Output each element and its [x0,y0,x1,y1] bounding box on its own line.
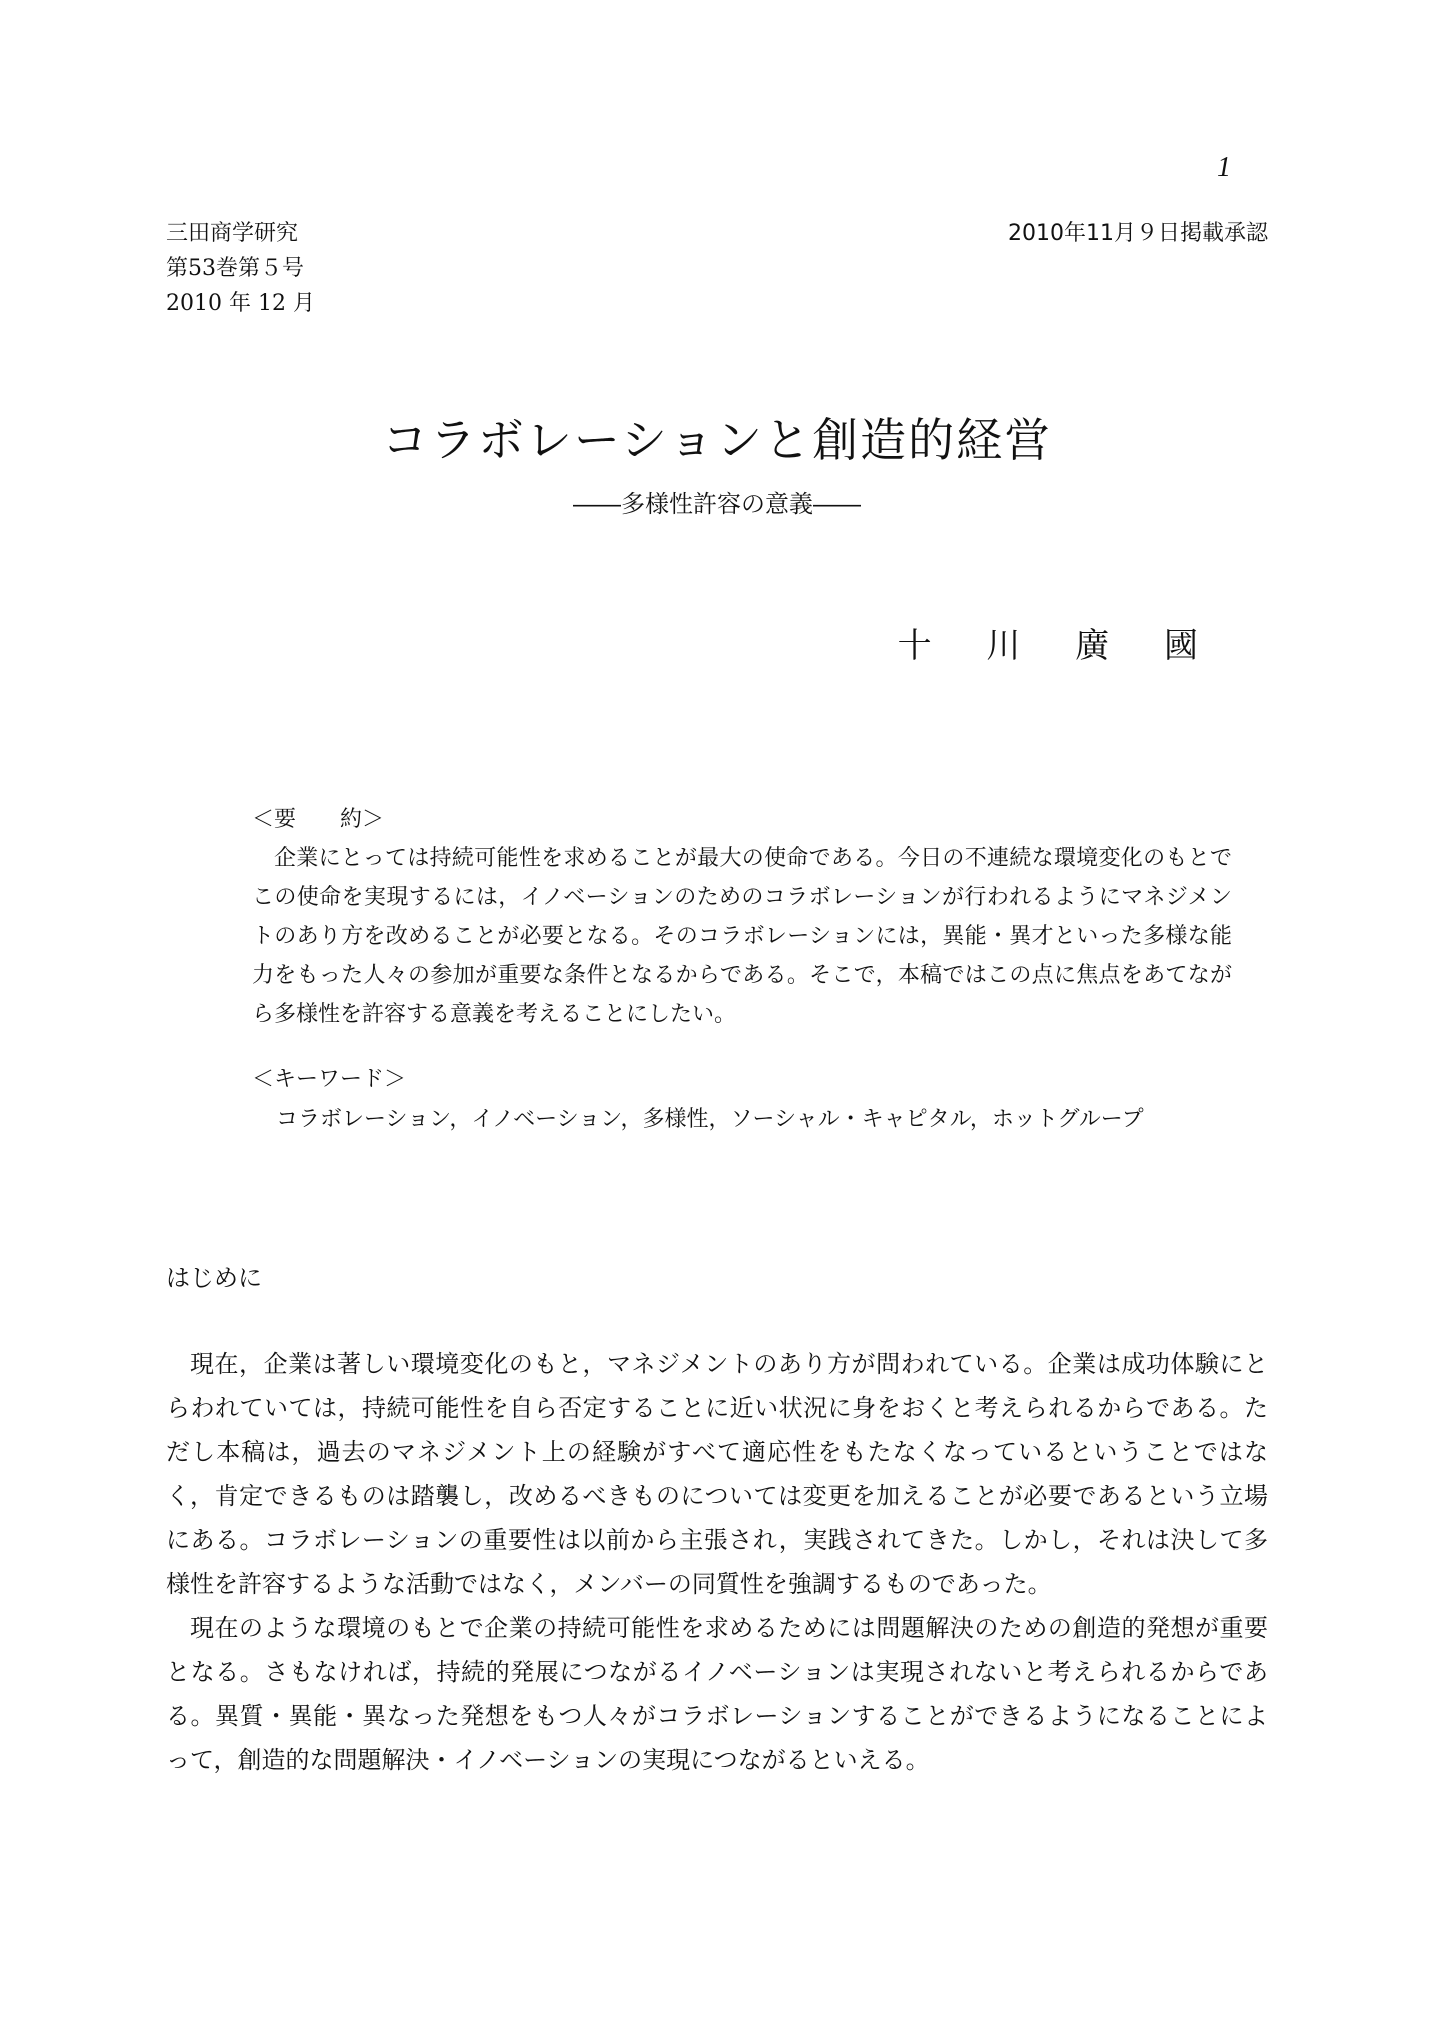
abstract-text: 企業にとっては持続可能性を求めることが最大の使命である。今日の不連続な環境変化のもとでこの使命を実現するには，イノベーションのためのコラボレーションが行われるようにマネジメントのあり方を改めることが必要となる。そのコラボレーションには，異能・異才といった多様な能力をもった人々の参加が重要な条件となるからである。そこで，本稿ではこの点に焦点をあてながら多様性を許容する意義を考えることにしたい。 [252,846,1232,1027]
author-name: 十 川 廣 國 [897,626,1220,666]
body-text [166,1342,1268,1782]
journal-volume: 第53巻第５号 [166,256,304,281]
journal-name: 三田商学研究 [166,221,299,246]
body-paragraph: 現在，企業は著しい環境変化のもと，マネジメントのあり方が問われている。企業は成功体験にとらわれていては，持続可能性を自ら否定することに近い状況に身をおくと考えられるからである。ただし本稿は，過去のマネジメント上の経験がすべて適応性をもたなくなっているということではなく，肯定できるものは踏襲し，改めるべきものについては変更を加えることが必要であるという立場にある。コラボレーションの重要性は以前から主張され，実践されてきた。しかし，それは決して多様性を許容するような活動ではなく，メンバーの同質性を強調するものであった。 [166,1350,1268,1598]
paper-subtitle: ――多様性許容の意義―― [573,490,861,518]
approval-date: 2010年11月９日掲載承認 [1008,221,1268,246]
journal-date: 2010 年 12 月 [166,291,315,316]
abstract [252,800,1232,1034]
journal-info [166,216,315,321]
keywords-list: コラボレーション，イノベーション，多様性，ソーシャル・キャピタル，ホットグループ [276,1107,1144,1132]
page-number: 1 [1217,152,1231,183]
keywords-heading: ＜キーワード＞ [252,1067,407,1092]
section-heading: はじめに [166,1264,262,1292]
paper-title: コラボレーションと創造的経営 [381,413,1053,467]
keywords [252,1060,1232,1140]
abstract-heading: ＜要 約＞ [252,807,385,832]
body-paragraph: 現在のような環境のもとで企業の持続可能性を求めるためには問題解決のための創造的発想が重要となる。さもなければ，持続的発展につながるイノベーションは実現されないと考えられるからである。異質・異能・異なった発想をもつ人々がコラボレーションすることができるようになることによって，創造的な問題解決・イノベーションの実現につながるといえる。 [166,1614,1268,1774]
